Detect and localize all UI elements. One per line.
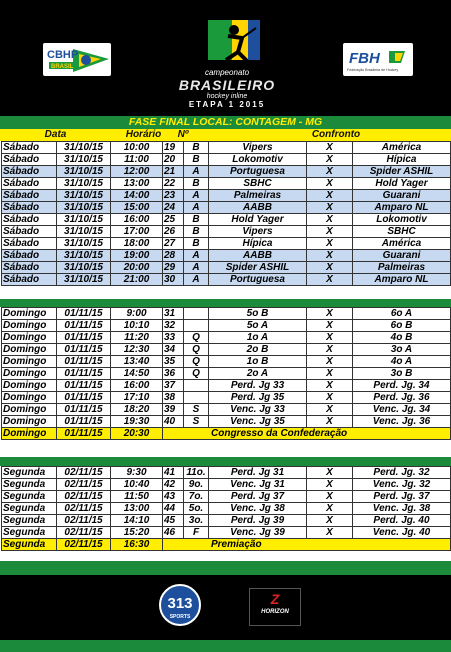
cbhp-logo-graphic (43, 43, 111, 76)
day-cell: Segunda (2, 527, 57, 539)
time-cell: 17:00 (111, 226, 163, 238)
hockey-player-icon (168, 18, 286, 70)
match-row (2, 503, 451, 515)
cbhp-logo (43, 43, 111, 76)
date-cell: 02/11/15 (57, 515, 111, 527)
match-row (2, 202, 451, 214)
date-cell: 31/10/15 (57, 166, 111, 178)
game-number-cell: 29 (163, 262, 184, 274)
match-row (2, 527, 451, 539)
time-cell: 15:00 (111, 202, 163, 214)
versus-cell: X (307, 515, 353, 527)
away-team-cell: América (353, 238, 451, 250)
match-row (2, 515, 451, 527)
home-team-cell: Portuguesa (209, 166, 307, 178)
date-cell: 31/10/15 (57, 214, 111, 226)
title-line-3: hockey inline (206, 93, 248, 100)
group-cell: A (184, 262, 209, 274)
event-description-cell: Premiação (163, 539, 451, 551)
versus-cell: X (307, 368, 353, 380)
game-number-cell: 19 (163, 142, 184, 154)
group-cell: Q (184, 356, 209, 368)
group-cell: B (184, 226, 209, 238)
date-cell: 02/11/15 (57, 539, 111, 551)
time-cell: 11:50 (111, 491, 163, 503)
versus-cell: X (307, 527, 353, 539)
versus-cell: X (307, 356, 353, 368)
col-header-num: Nº (177, 129, 189, 140)
group-cell: B (184, 214, 209, 226)
date-cell: 01/11/15 (57, 332, 111, 344)
home-team-cell: Perd. Jg 37 (209, 491, 307, 503)
group-cell: A (184, 274, 209, 286)
home-team-cell: Perd. Jg 33 (209, 380, 307, 392)
game-number-cell: 25 (163, 214, 184, 226)
group-cell (184, 392, 209, 404)
game-number-cell: 30 (163, 274, 184, 286)
group-cell: A (184, 190, 209, 202)
time-cell: 20:00 (111, 262, 163, 274)
group-cell: Q (184, 332, 209, 344)
match-row (2, 262, 451, 274)
day-cell: Domingo (2, 428, 57, 440)
time-cell: 19:00 (111, 250, 163, 262)
game-number-cell: 41 (163, 467, 184, 479)
versus-cell: X (307, 274, 353, 286)
date-cell: 01/11/15 (57, 404, 111, 416)
time-cell: 12:30 (111, 344, 163, 356)
game-number-cell: 22 (163, 178, 184, 190)
versus-cell: X (307, 332, 353, 344)
group-cell: 5o. (184, 503, 209, 515)
day-cell: Domingo (2, 320, 57, 332)
sponsor-313-text: 313 (167, 595, 193, 612)
versus-cell: X (307, 178, 353, 190)
day-cell: Sábado (2, 202, 57, 214)
title-line-1: campeonato (204, 68, 250, 77)
game-number-cell: 37 (163, 380, 184, 392)
day-cell: Segunda (2, 479, 57, 491)
home-team-cell: 5o A (209, 320, 307, 332)
away-team-cell: Venc. Jg. 34 (353, 404, 451, 416)
match-row (2, 226, 451, 238)
match-row (2, 238, 451, 250)
home-team-cell: Venc. Jg 39 (209, 527, 307, 539)
group-cell: 9o. (184, 479, 209, 491)
versus-cell: X (307, 190, 353, 202)
versus-cell: X (307, 262, 353, 274)
game-number-cell: 24 (163, 202, 184, 214)
versus-cell: X (307, 154, 353, 166)
home-team-cell: Vipers (209, 142, 307, 154)
date-cell: 01/11/15 (57, 392, 111, 404)
time-cell: 14:50 (111, 368, 163, 380)
home-team-cell: Perd. Jg 39 (209, 515, 307, 527)
col-header-horario: Horário (125, 129, 162, 140)
home-team-cell: Hold Yager (209, 214, 307, 226)
home-team-cell: 1o A (209, 332, 307, 344)
group-cell (184, 380, 209, 392)
away-team-cell: Venc. Jg. 40 (353, 527, 451, 539)
home-team-cell: 2o A (209, 368, 307, 380)
group-cell: A (184, 166, 209, 178)
match-row (2, 467, 451, 479)
time-cell: 13:00 (111, 178, 163, 190)
footer-banner (0, 575, 451, 640)
section-divider (0, 457, 451, 466)
match-row (2, 404, 451, 416)
game-number-cell: 34 (163, 344, 184, 356)
date-cell: 31/10/15 (57, 274, 111, 286)
away-team-cell: Venc. Jg. 36 (353, 416, 451, 428)
time-cell: 10:10 (111, 320, 163, 332)
day-cell: Domingo (2, 356, 57, 368)
day-cell: Sábado (2, 262, 57, 274)
game-number-cell: 42 (163, 479, 184, 491)
match-row (2, 142, 451, 154)
versus-cell: X (307, 392, 353, 404)
title-line-4: ETAPA 1 2015 (188, 100, 266, 109)
day-cell: Segunda (2, 539, 57, 551)
versus-cell: X (307, 320, 353, 332)
group-cell: S (184, 416, 209, 428)
match-row (2, 416, 451, 428)
away-team-cell: Amparo NL (353, 274, 451, 286)
home-team-cell: Lokomotiv (209, 154, 307, 166)
away-team-cell: Venc. Jg. 32 (353, 479, 451, 491)
home-team-cell: Venc. Jg 31 (209, 479, 307, 491)
home-team-cell: Venc. Jg 33 (209, 404, 307, 416)
date-cell: 31/10/15 (57, 142, 111, 154)
day-cell: Segunda (2, 467, 57, 479)
game-number-cell: 38 (163, 392, 184, 404)
away-team-cell: Perd. Jg. 32 (353, 467, 451, 479)
group-cell: Q (184, 344, 209, 356)
game-number-cell: 43 (163, 491, 184, 503)
game-number-cell: 39 (163, 404, 184, 416)
sponsor-313-logo (159, 584, 201, 626)
group-cell: B (184, 238, 209, 250)
time-cell: 18:20 (111, 404, 163, 416)
away-team-cell: Perd. Jg. 37 (353, 491, 451, 503)
time-cell: 20:30 (111, 428, 163, 440)
home-team-cell: 5o B (209, 308, 307, 320)
versus-cell: X (307, 467, 353, 479)
date-cell: 01/11/15 (57, 416, 111, 428)
home-team-cell: Vipers (209, 226, 307, 238)
time-cell: 21:00 (111, 274, 163, 286)
group-cell: B (184, 178, 209, 190)
group-cell: A (184, 250, 209, 262)
date-cell: 02/11/15 (57, 479, 111, 491)
versus-cell: X (307, 250, 353, 262)
day-cell: Domingo (2, 332, 57, 344)
home-team-cell: AABB (209, 250, 307, 262)
versus-cell: X (307, 308, 353, 320)
fbh-logo (343, 43, 413, 76)
date-cell: 01/11/15 (57, 356, 111, 368)
away-team-cell: Venc. Jg. 38 (353, 503, 451, 515)
game-number-cell: 45 (163, 515, 184, 527)
time-cell: 19:30 (111, 416, 163, 428)
horizon-z-icon: Z (270, 591, 280, 607)
versus-cell: X (307, 404, 353, 416)
sponsor-313-sub: SPORTS (169, 614, 191, 620)
date-cell: 01/11/15 (57, 320, 111, 332)
day-cell: Domingo (2, 308, 57, 320)
game-number-cell: 44 (163, 503, 184, 515)
group-cell: S (184, 404, 209, 416)
date-cell: 01/11/15 (57, 380, 111, 392)
versus-cell: X (307, 238, 353, 250)
game-number-cell: 31 (163, 308, 184, 320)
cbhp-logo-text: CBHP (47, 49, 79, 61)
home-team-cell: Venc. Jg 38 (209, 503, 307, 515)
group-cell: F (184, 527, 209, 539)
date-cell: 02/11/15 (57, 503, 111, 515)
game-number-cell: 26 (163, 226, 184, 238)
group-cell: B (184, 154, 209, 166)
group-cell: A (184, 202, 209, 214)
date-cell: 31/10/15 (57, 154, 111, 166)
date-cell: 31/10/15 (57, 262, 111, 274)
away-team-cell: 4o A (353, 356, 451, 368)
game-number-cell: 46 (163, 527, 184, 539)
game-number-cell: 36 (163, 368, 184, 380)
date-cell: 01/11/15 (57, 308, 111, 320)
away-team-cell: Perd. Jg. 40 (353, 515, 451, 527)
away-team-cell: 4o B (353, 332, 451, 344)
home-team-cell: Venc. Jg 35 (209, 416, 307, 428)
date-cell: 02/11/15 (57, 527, 111, 539)
day-cell: Sábado (2, 142, 57, 154)
group-cell (184, 320, 209, 332)
match-row (2, 178, 451, 190)
date-cell: 01/11/15 (57, 428, 111, 440)
time-cell: 11:00 (111, 154, 163, 166)
fbh-logo-sub: Federação Brasileira de Hockey (347, 68, 399, 72)
day-cell: Segunda (2, 491, 57, 503)
day-cell: Segunda (2, 515, 57, 527)
game-number-cell: 23 (163, 190, 184, 202)
versus-cell: X (307, 479, 353, 491)
game-number-cell: 27 (163, 238, 184, 250)
cbhp-logo-sub: BRASIL (51, 64, 74, 70)
home-team-cell: Spider ASHIL (209, 262, 307, 274)
time-cell: 16:00 (111, 380, 163, 392)
away-team-cell: SBHC (353, 226, 451, 238)
away-team-cell: Guarani (353, 190, 451, 202)
date-cell: 31/10/15 (57, 250, 111, 262)
time-cell: 18:00 (111, 238, 163, 250)
game-number-cell: 32 (163, 320, 184, 332)
group-cell: 11o. (184, 467, 209, 479)
day-cell: Sábado (2, 238, 57, 250)
time-cell: 14:00 (111, 190, 163, 202)
date-cell: 02/11/15 (57, 467, 111, 479)
match-row (2, 392, 451, 404)
time-cell: 16:00 (111, 214, 163, 226)
date-cell: 31/10/15 (57, 190, 111, 202)
day-cell: Sábado (2, 214, 57, 226)
time-cell: 12:00 (111, 166, 163, 178)
home-team-cell: 2o B (209, 344, 307, 356)
versus-cell: X (307, 344, 353, 356)
away-team-cell: Amparo NL (353, 202, 451, 214)
event-title (168, 18, 286, 112)
time-cell: 9:00 (111, 308, 163, 320)
away-team-cell: Hold Yager (353, 178, 451, 190)
match-row (2, 166, 451, 178)
group-cell: B (184, 142, 209, 154)
special-event-row (2, 428, 451, 440)
section-divider (0, 561, 451, 575)
sponsor-horizon-text: HORIZON (261, 609, 289, 615)
away-team-cell: Spider ASHIL (353, 166, 451, 178)
bottom-stripe (0, 640, 451, 652)
game-number-cell: 20 (163, 154, 184, 166)
match-row (2, 368, 451, 380)
day-cell: Sábado (2, 178, 57, 190)
away-team-cell: Perd. Jg. 36 (353, 392, 451, 404)
game-number-cell: 21 (163, 166, 184, 178)
day-cell: Sábado (2, 190, 57, 202)
time-cell: 13:40 (111, 356, 163, 368)
sponsor-horizon-logo (249, 588, 301, 626)
time-cell: 10:40 (111, 479, 163, 491)
home-team-cell: AABB (209, 202, 307, 214)
date-cell: 31/10/15 (57, 238, 111, 250)
away-team-cell: Hípica (353, 154, 451, 166)
match-row (2, 190, 451, 202)
fbh-logo-text: FBH (349, 50, 380, 67)
match-row (2, 250, 451, 262)
col-header-data: Data (44, 129, 67, 140)
date-cell: 31/10/15 (57, 226, 111, 238)
game-number-cell: 40 (163, 416, 184, 428)
day-cell: Segunda (2, 503, 57, 515)
match-row (2, 320, 451, 332)
date-cell: 01/11/15 (57, 344, 111, 356)
schedule-table-sunday (1, 307, 451, 440)
time-cell: 14:10 (111, 515, 163, 527)
match-row (2, 308, 451, 320)
time-cell: 9:30 (111, 467, 163, 479)
date-cell: 31/10/15 (57, 202, 111, 214)
special-event-row (2, 539, 451, 551)
schedule-table-monday (1, 466, 451, 551)
day-cell: Sábado (2, 154, 57, 166)
home-team-cell: Perd. Jg 31 (209, 467, 307, 479)
versus-cell: X (307, 491, 353, 503)
group-cell (184, 308, 209, 320)
versus-cell: X (307, 380, 353, 392)
away-team-cell: Lokomotiv (353, 214, 451, 226)
away-team-cell: 6o A (353, 308, 451, 320)
event-description-cell: Congresso da Confederação (163, 428, 451, 440)
game-number-cell: 33 (163, 332, 184, 344)
time-cell: 16:30 (111, 539, 163, 551)
match-row (2, 274, 451, 286)
match-row (2, 380, 451, 392)
home-team-cell: 1o B (209, 356, 307, 368)
away-team-cell: América (353, 142, 451, 154)
versus-cell: X (307, 503, 353, 515)
date-cell: 02/11/15 (57, 491, 111, 503)
home-team-cell: Palmeiras (209, 190, 307, 202)
day-cell: Domingo (2, 368, 57, 380)
versus-cell: X (307, 166, 353, 178)
away-team-cell: Guarani (353, 250, 451, 262)
title-line-2: BRASILEIRO (178, 77, 276, 93)
match-row (2, 154, 451, 166)
date-cell: 31/10/15 (57, 178, 111, 190)
day-cell: Domingo (2, 344, 57, 356)
day-cell: Sábado (2, 226, 57, 238)
day-cell: Sábado (2, 250, 57, 262)
match-row (2, 344, 451, 356)
versus-cell: X (307, 142, 353, 154)
time-cell: 10:00 (111, 142, 163, 154)
home-team-cell: SBHC (209, 178, 307, 190)
date-cell: 01/11/15 (57, 368, 111, 380)
day-cell: Sábado (2, 166, 57, 178)
day-cell: Domingo (2, 392, 57, 404)
time-cell: 15:20 (111, 527, 163, 539)
phase-location-banner: FASE FINAL LOCAL: CONTAGEM - MG (0, 116, 451, 129)
versus-cell: X (307, 214, 353, 226)
home-team-cell: Portuguesa (209, 274, 307, 286)
match-row (2, 479, 451, 491)
game-number-cell: 35 (163, 356, 184, 368)
section-divider (0, 299, 451, 307)
game-number-cell: 28 (163, 250, 184, 262)
away-team-cell: Perd. Jg. 34 (353, 380, 451, 392)
match-row (2, 491, 451, 503)
group-cell: 7o. (184, 491, 209, 503)
time-cell: 11:20 (111, 332, 163, 344)
away-team-cell: 3o B (353, 368, 451, 380)
versus-cell: X (307, 416, 353, 428)
home-team-cell: Hípica (209, 238, 307, 250)
day-cell: Domingo (2, 380, 57, 392)
time-cell: 13:00 (111, 503, 163, 515)
day-cell: Domingo (2, 404, 57, 416)
group-cell: 3o. (184, 515, 209, 527)
match-row (2, 214, 451, 226)
away-team-cell: 3o A (353, 344, 451, 356)
versus-cell: X (307, 202, 353, 214)
home-team-cell: Perd. Jg 35 (209, 392, 307, 404)
day-cell: Domingo (2, 416, 57, 428)
match-row (2, 356, 451, 368)
day-cell: Sábado (2, 274, 57, 286)
column-header-row (0, 129, 451, 141)
time-cell: 17:10 (111, 392, 163, 404)
group-cell: Q (184, 368, 209, 380)
away-team-cell: Palmeiras (353, 262, 451, 274)
away-team-cell: 6o B (353, 320, 451, 332)
match-row (2, 332, 451, 344)
fbh-logo-graphic (343, 43, 413, 76)
col-header-confronto: Confronto (311, 129, 361, 140)
versus-cell: X (307, 226, 353, 238)
schedule-table-saturday (1, 141, 451, 286)
